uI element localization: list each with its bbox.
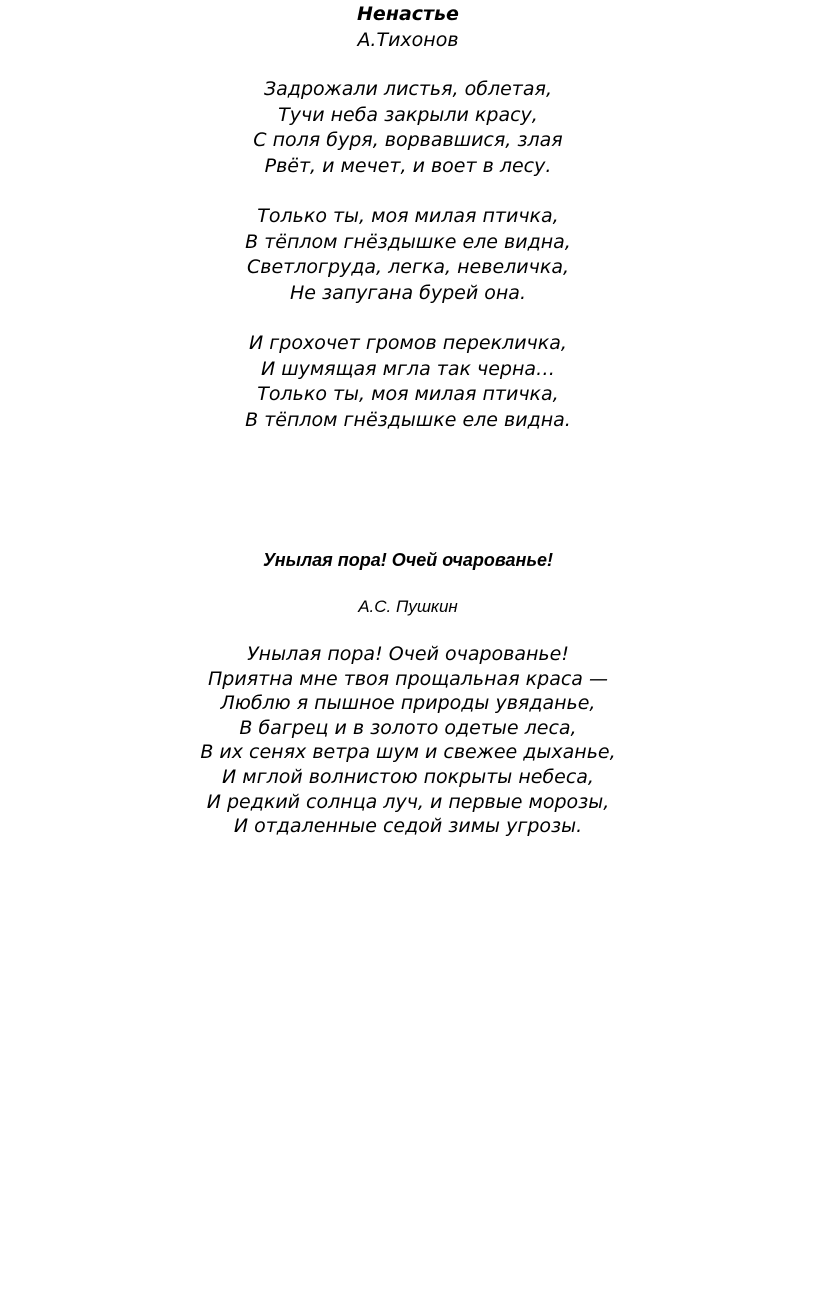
- poem-line: Люблю я пышное природы увяданье,: [220, 692, 596, 715]
- poem-line: Приятна мне твоя прощальная краса —: [208, 667, 608, 690]
- poem-line: И шумящая мгла так черна…: [260, 357, 556, 380]
- poem-line: Рвёт, и мечет, и воет в лесу.: [264, 154, 552, 177]
- poem-line: В их сенях ветра шум и свежее дыханье,: [200, 741, 616, 764]
- poem-unylaya-pora: [0, 548, 816, 839]
- poem-line: И редкий солнца луч, и первые морозы,: [206, 790, 610, 813]
- poem-line: И мглой волнистою покрыты небеса,: [222, 765, 594, 788]
- stanza-2: [0, 204, 816, 306]
- poem-line: Унылая пора! Очей очарованье!: [247, 643, 569, 665]
- stanza-1: [0, 77, 816, 179]
- poem-line: Задрожали листья, облетая,: [263, 78, 552, 100]
- poem-line: И отдаленные седой зимы угрозы.: [233, 815, 583, 838]
- stanza: [0, 642, 816, 839]
- poem-title: Ненастье: [357, 3, 459, 25]
- poem-line: В тёплом гнёздышке еле видна.: [245, 408, 571, 431]
- poem-line: Только ты, моя милая птичка,: [257, 383, 559, 405]
- poem-line: Тучи неба закрыли красу,: [278, 103, 538, 126]
- poem-line: Светлогруда, легка, невеличка,: [246, 256, 570, 278]
- poem-author: А.Тихонов: [357, 29, 459, 51]
- poem-line: В багрец и в золото одетые леса,: [239, 716, 577, 739]
- poem-title: Унылая пора! Очей очарованье!: [262, 550, 554, 570]
- poem-line: С поля буря, ворвавшися, злая: [253, 129, 563, 151]
- poem-nenastye: [0, 0, 816, 433]
- stanza-3: [0, 331, 816, 433]
- poem-line: Только ты, моя милая птичка,: [257, 205, 559, 227]
- poem-line: Не запугана бурей она.: [290, 281, 526, 304]
- poem-line: В тёплом гнёздышке еле видна,: [245, 230, 571, 253]
- poem-author: А.С. Пушкин: [358, 597, 458, 616]
- poem-line: И грохочет громов перекличка,: [249, 332, 567, 354]
